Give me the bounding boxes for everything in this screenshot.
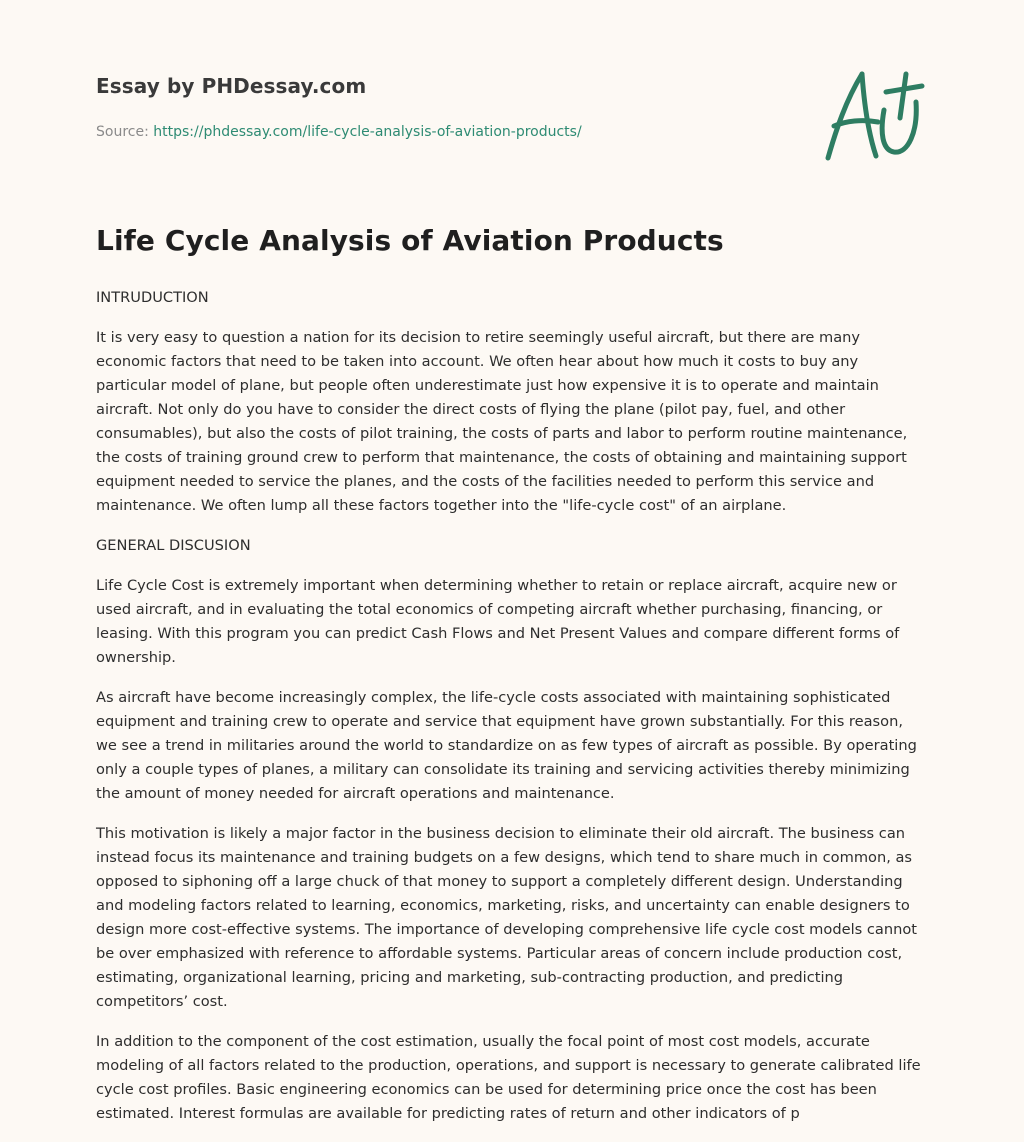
paragraph: This motivation is likely a major factor in the business decision to eliminate their old aircraft. The business can instead focus its maintenance and training budgets on a few designs, which tend to share much in common, as opposed to siphoning off a large chuck of that money to support a completely different design. Understanding and modeling factors related to learning, economics, marketing, risks, and uncertainty can enable designers to design more cost-effective systems. The importance of developing comprehensive life cycle cost models cannot be over emphasized with reference to affordable systems. Particular areas of concern include production cost, estimating, organizational learning, pricing and marketing, sub-contracting production, and predicting competitors’ cost. xyxy=(96,825,917,1010)
paragraph: As aircraft have become increasingly complex, the life-cycle costs associated with maintaining sophisticated equipment and training crew to operate and service that equipment have grown substantially. For this reason, we see a trend in militaries around the world to standardize on as few types of aircraft as possible. By operating only a couple types of planes, a military can consolidate its training and servicing activities thereby minimizing the amount of money needed for aircraft operations and maintenance. xyxy=(96,689,917,802)
essay-title: Life Cycle Analysis of Aviation Products xyxy=(96,224,724,257)
paragraph: It is very easy to question a nation for its decision to retire seemingly useful aircraft, but there are many economic factors that need to be taken into account. We often hear about how much it costs to buy any particular model of plane, but people often underestimate just how expensive it is to operate and maintain aircraft. Not only do you have to consider the direct costs of flying the plane (pilot pay, fuel, and other consumables), but also the costs of pilot training, the costs of parts and labor to perform routine maintenance, the costs of training ground crew to perform that maintenance, the costs of obtaining and maintaining support equipment needed to service the planes, and the costs of the facilities needed to perform this service and maintenance. We often lump all these factors together into the "life-cycle cost" of an airplane. xyxy=(96,329,908,514)
section-heading-general-discussion: GENERAL DISCUSION xyxy=(96,537,251,554)
source-line xyxy=(96,124,796,140)
essay-header xyxy=(96,74,796,140)
section-heading-introduction: INTRUDUCTION xyxy=(96,289,209,306)
essay-body xyxy=(96,286,928,1142)
a-plus-logo xyxy=(818,66,930,166)
source-link[interactable]: https://phdessay.com/life-cycle-analysis-of-aviation-products/ xyxy=(153,124,582,140)
site-brand: Essay by PHDessay.com xyxy=(96,74,367,98)
paragraph: In addition to the component of the cost estimation, usually the focal point of most cost models, accurate modeling of all factors related to the production, operations, and support is necessary to generate calibrated life cycle cost profiles. Basic engineering economics can be used for determining price once the cost has been estimated. Interest formulas are available for predicting rates of return and other indicators of p xyxy=(96,1033,921,1122)
paragraph: Life Cycle Cost is extremely important when determining whether to retain or replace aircraft, acquire new or used aircraft, and in evaluating the total economics of competing aircraft whether purchasing, financing, or leasing. With this program you can predict Cash Flows and Net Present Values and compare different forms of ownership. xyxy=(96,577,900,666)
source-label: Source: xyxy=(96,124,149,140)
